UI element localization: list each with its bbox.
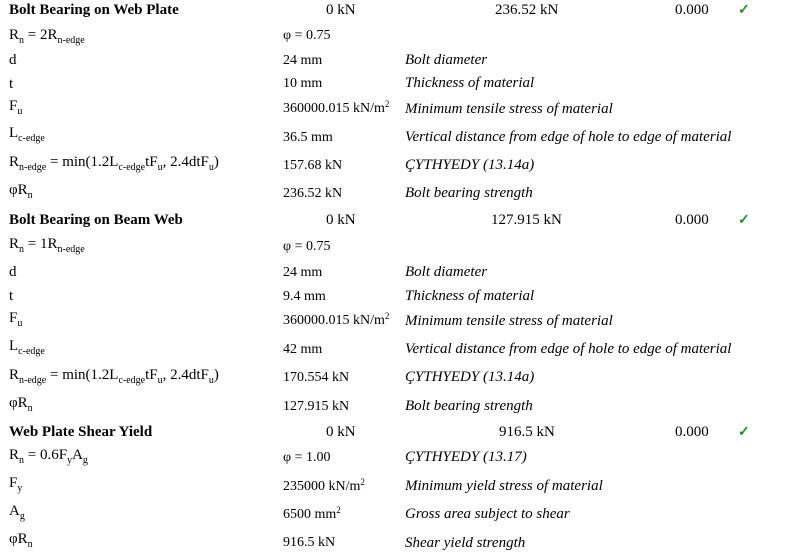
strength-value: 916.5 kN: [283, 535, 336, 550]
symbol-label: d: [9, 52, 17, 68]
strength-value: 127.915 kN: [283, 399, 350, 414]
symbol-label: $F_y$: [9, 475, 23, 494]
param-value: 10 mm: [283, 76, 323, 91]
symbol-label: $\varphi R_n$: [9, 395, 33, 414]
section-title: Bolt Bearing on Web Plate: [9, 2, 179, 18]
check-icon: ✓: [738, 3, 750, 18]
symbol-label: t: [9, 288, 14, 304]
formula-label: $R_{n-edge} = \min(1.2L_{c-edge}tF_u$, 2.4dtF$_u$): [9, 154, 219, 173]
code-reference: ÇYTHYEDY (13.17): [405, 449, 527, 465]
param-description: Gross area subject to shear: [405, 506, 570, 522]
symbol-label: $F_u$: [9, 98, 23, 117]
code-reference: ÇYTHYEDY (13.14a): [405, 369, 535, 385]
formula-label: $R_n = 0.6F_yA_g$: [9, 447, 88, 466]
capacity-value: 127.915 kN: [491, 212, 562, 228]
param-value: 42 mm: [283, 342, 323, 357]
symbol-label: $L_{c-edge}$: [9, 338, 45, 357]
ratio-value: 0.000: [675, 424, 709, 440]
formula-label: $R_n = 2R_{n-edge}$: [9, 27, 85, 46]
param-value: 360000.015 $kN/m^2$: [283, 311, 390, 328]
param-value: 157.68 kN: [283, 158, 343, 173]
param-description: Bolt bearing strength: [405, 185, 533, 201]
param-value: 24 mm: [283, 265, 323, 280]
demand-value: 0 kN: [326, 424, 356, 440]
phi-value: φ = 0.75: [283, 239, 331, 254]
param-value: 24 mm: [283, 53, 323, 68]
check-icon: ✓: [738, 213, 750, 228]
symbol-label: $L_{c-edge}$: [9, 125, 45, 144]
check-icon: ✓: [738, 425, 750, 440]
param-value: 9.4 mm: [283, 289, 326, 304]
ratio-value: 0.000: [675, 212, 709, 228]
param-description: Minimum tensile stress of material: [405, 313, 613, 329]
param-value: 6500 $mm^2$: [283, 505, 341, 522]
param-description: Minimum tensile stress of material: [405, 101, 613, 117]
formula-label: $R_{n-edge} = \min(1.2L_{c-edge}tF_u$, 2.4dtF$_u$): [9, 367, 219, 386]
param-value: 360000.015 $kN/m^2$: [283, 99, 390, 116]
param-description: Bolt bearing strength: [405, 398, 533, 414]
capacity-value: 236.52 kN: [495, 2, 559, 18]
demand-value: 0 kN: [326, 2, 356, 18]
param-description: Bolt diameter: [405, 264, 488, 280]
phi-value: φ = 0.75: [283, 28, 331, 43]
param-description: Thickness of material: [405, 75, 535, 91]
param-value: 235000 $kN/m^2$: [283, 477, 365, 494]
symbol-label: $\varphi R_n$: [9, 531, 33, 550]
section-title: Bolt Bearing on Beam Web: [9, 212, 183, 228]
symbol-label: d: [9, 264, 17, 280]
formula-label: $R_n = 1R_{n-edge}$: [9, 236, 85, 255]
symbol-label: t: [9, 76, 14, 92]
param-value: 170.554 kN: [283, 370, 350, 385]
param-description: Vertical distance from edge of hole to edge of material: [405, 341, 732, 357]
param-description: Vertical distance from edge of hole to edge of material: [405, 129, 732, 145]
code-reference: ÇYTHYEDY (13.14a): [405, 157, 535, 173]
symbol-label: $\varphi R_n$: [9, 182, 33, 201]
symbol-label: $A_g$: [9, 503, 25, 522]
strength-value: 236.52 kN: [283, 186, 343, 201]
param-description: Shear yield strength: [405, 535, 526, 551]
param-description: Bolt diameter: [405, 52, 488, 68]
phi-value: φ = 1.00: [283, 450, 331, 465]
section-title: Web Plate Shear Yield: [9, 424, 153, 440]
param-description: Minimum yield stress of material: [405, 478, 603, 494]
param-value: 36.5 mm: [283, 130, 333, 145]
param-description: Thickness of material: [405, 288, 535, 304]
demand-value: 0 kN: [326, 212, 356, 228]
ratio-value: 0.000: [675, 2, 709, 18]
capacity-value: 916.5 kN: [499, 424, 555, 440]
symbol-label: $F_u$: [9, 310, 23, 329]
